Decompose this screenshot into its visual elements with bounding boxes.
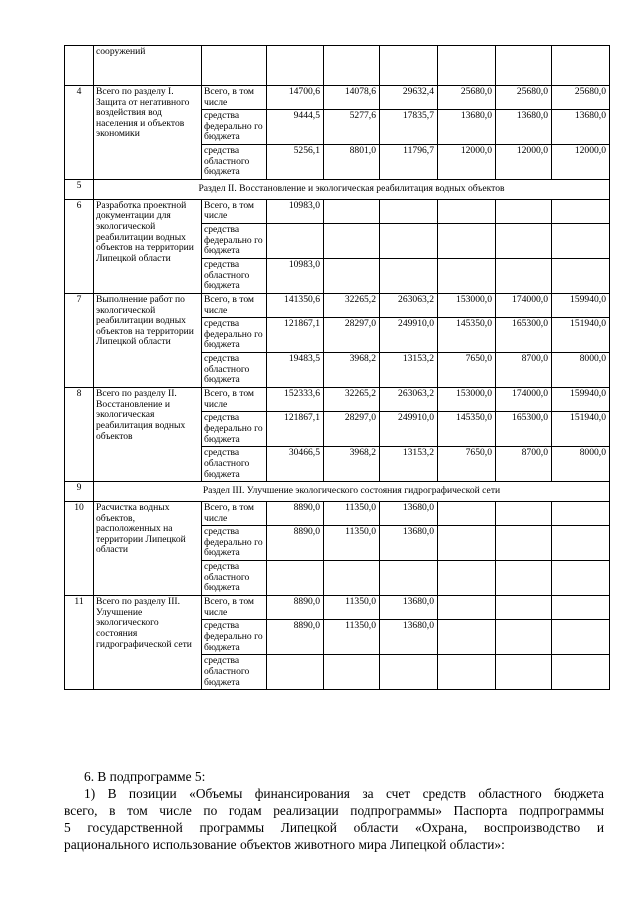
amount-cell	[552, 526, 610, 561]
funding-source: средства областного бюджета	[202, 145, 267, 180]
amount-cell: 13153,2	[380, 447, 438, 482]
amount-cell	[496, 199, 552, 223]
amount-cell	[438, 561, 496, 596]
amount-cell: 14078,6	[324, 86, 380, 110]
amount-cell: 8700,0	[496, 447, 552, 482]
amount-cell: 25680,0	[552, 86, 610, 110]
amount-cell: 8890,0	[267, 501, 324, 525]
row-number: 7	[65, 293, 94, 387]
funding-source: Всего, в том числе	[202, 501, 267, 525]
funding-source: средства областного бюджета	[202, 655, 267, 690]
funding-source: средства федерально го бюджета	[202, 620, 267, 655]
amount-cell: 159940,0	[552, 293, 610, 317]
amount-cell: 28297,0	[324, 318, 380, 353]
amount-cell: 13680,0	[552, 110, 610, 145]
amount-cell	[380, 561, 438, 596]
table-row	[65, 596, 610, 620]
amount-cell	[380, 655, 438, 690]
amount-cell: 145350,0	[438, 412, 496, 447]
amount-cell: 165300,0	[496, 412, 552, 447]
amount-cell	[552, 223, 610, 258]
amount-cell: 263063,2	[380, 388, 438, 412]
amount-cell: 12000,0	[438, 145, 496, 180]
paragraph-line: всего, в том числе по годам реализации подпрограммы» Паспорта подпрограммы	[64, 803, 604, 818]
amount-cell: 153000,0	[438, 293, 496, 317]
amount-cell	[438, 596, 496, 620]
paragraph-line: 1) В позиции «Объемы финансирования за счет средств областного бюджета	[84, 786, 604, 801]
amount-cell: 30466,5	[267, 447, 324, 482]
amount-cell: 141350,6	[267, 293, 324, 317]
amount-cell: 11350,0	[324, 501, 380, 525]
paragraph-line: рационального использование объектов животного мира Липецкой области»:	[64, 837, 505, 852]
funding-source: Всего, в том числе	[202, 86, 267, 110]
amount-cell: 7650,0	[438, 447, 496, 482]
amount-cell	[380, 223, 438, 258]
row-number: 9	[65, 482, 94, 502]
amount-cell	[438, 199, 496, 223]
amount-cell	[496, 620, 552, 655]
table-row	[65, 501, 610, 525]
amount-cell: 11350,0	[324, 526, 380, 561]
amount-cell: 5256,1	[267, 145, 324, 180]
amount-cell	[552, 561, 610, 596]
amount-cell: 7650,0	[438, 353, 496, 388]
amount-cell	[438, 620, 496, 655]
amount-cell	[552, 199, 610, 223]
row-label: Разработка проектной документации для экологической реабилитации водных объектов на территории Липецкой области	[94, 199, 202, 293]
table-row	[65, 86, 610, 110]
funding-source: средства федерально го бюджета	[202, 110, 267, 145]
funding-source: средства областного бюджета	[202, 258, 267, 293]
amount-cell	[496, 526, 552, 561]
amount-cell: 159940,0	[552, 388, 610, 412]
amount-cell: 165300,0	[496, 318, 552, 353]
amount-cell: 263063,2	[380, 293, 438, 317]
amount-cell	[324, 223, 380, 258]
amount-cell	[438, 223, 496, 258]
amount-cell: 5277,6	[324, 110, 380, 145]
table-row	[65, 388, 610, 412]
amount-cell: 249910,0	[380, 412, 438, 447]
amount-cell	[267, 655, 324, 690]
funding-source: средства областного бюджета	[202, 447, 267, 482]
amount-cell: 8890,0	[267, 620, 324, 655]
amount-cell	[438, 258, 496, 293]
amount-cell: 174000,0	[496, 388, 552, 412]
amount-cell: 10983,0	[267, 199, 324, 223]
amount-cell: 12000,0	[496, 145, 552, 180]
amount-cell: 3968,2	[324, 447, 380, 482]
row-label: сооружений	[94, 46, 202, 86]
amount-cell: 13153,2	[380, 353, 438, 388]
funding-source: Всего, в том числе	[202, 596, 267, 620]
funding-source: средства федерально го бюджета	[202, 526, 267, 561]
amount-cell	[267, 561, 324, 596]
amount-cell	[552, 620, 610, 655]
row-label: Выполнение работ по экологической реабилитации водных объектов на территории Липецкой области	[94, 293, 202, 387]
amount-cell: 121867,1	[267, 318, 324, 353]
amount-cell: 8801,0	[324, 145, 380, 180]
amount-cell: 32265,2	[324, 388, 380, 412]
amount-cell	[324, 561, 380, 596]
amount-cell: 121867,1	[267, 412, 324, 447]
amount-cell: 12000,0	[552, 145, 610, 180]
amount-cell: 8700,0	[496, 353, 552, 388]
amount-cell: 8890,0	[267, 596, 324, 620]
table-row	[65, 199, 610, 223]
amount-cell: 151940,0	[552, 318, 610, 353]
row-label: Расчистка водных объектов, расположенных на территории Липецкой области	[94, 501, 202, 595]
row-number: 10	[65, 501, 94, 595]
section-row	[65, 482, 610, 502]
amount-cell: 13680,0	[496, 110, 552, 145]
amount-cell: 151940,0	[552, 412, 610, 447]
section-row	[65, 180, 610, 200]
funding-source: средства областного бюджета	[202, 353, 267, 388]
amount-cell: 8000,0	[552, 447, 610, 482]
amount-cell: 13680,0	[380, 620, 438, 655]
funding-source: средства областного бюджета	[202, 561, 267, 596]
amount-cell	[438, 526, 496, 561]
row-number: 4	[65, 86, 94, 180]
amount-cell	[552, 501, 610, 525]
amount-cell: 9444,5	[267, 110, 324, 145]
funding-source: Всего, в том числе	[202, 388, 267, 412]
amount-cell: 11350,0	[324, 620, 380, 655]
funding-source: средства федерально го бюджета	[202, 223, 267, 258]
amount-cell: 25680,0	[496, 86, 552, 110]
amount-cell	[496, 501, 552, 525]
amount-cell: 28297,0	[324, 412, 380, 447]
amount-cell: 153000,0	[438, 388, 496, 412]
funding-source: Всего, в том числе	[202, 293, 267, 317]
amount-cell: 17835,7	[380, 110, 438, 145]
amount-cell: 14700,6	[267, 86, 324, 110]
amount-cell	[380, 199, 438, 223]
amount-cell	[496, 223, 552, 258]
funding-source: средства федерально го бюджета	[202, 318, 267, 353]
amount-cell	[380, 258, 438, 293]
amount-cell: 13680,0	[380, 596, 438, 620]
table-row	[65, 293, 610, 317]
amount-cell: 8890,0	[267, 526, 324, 561]
amount-cell	[324, 258, 380, 293]
row-label: Всего по разделу II. Восстановление и экологическая реабилитация водных объектов	[94, 388, 202, 482]
row-number: 6	[65, 199, 94, 293]
amount-cell: 25680,0	[438, 86, 496, 110]
table-row	[65, 46, 610, 86]
amount-cell: 174000,0	[496, 293, 552, 317]
section-title: Раздел II. Восстановление и экологическая реабилитация водных объектов	[94, 180, 610, 200]
amount-cell	[324, 199, 380, 223]
paragraph-line: 5 государственной программы Липецкой области «Охрана, воспроизводство и	[64, 820, 604, 835]
section-title: Раздел III. Улучшение экологического состояния гидрографической сети	[94, 482, 610, 502]
row-label: Всего по разделу I. Защита от негативного воздействия вод населения и объектов экономики	[94, 86, 202, 180]
amount-cell: 145350,0	[438, 318, 496, 353]
funding-source: Всего, в том числе	[202, 199, 267, 223]
row-number: 8	[65, 388, 94, 482]
funding-source: средства федерально го бюджета	[202, 412, 267, 447]
amount-cell: 29632,4	[380, 86, 438, 110]
financing-table	[64, 45, 610, 690]
amount-cell	[552, 258, 610, 293]
amount-cell: 10983,0	[267, 258, 324, 293]
amount-cell: 11796,7	[380, 145, 438, 180]
amount-cell: 3968,2	[324, 353, 380, 388]
amount-cell: 8000,0	[552, 353, 610, 388]
amount-cell: 13680,0	[438, 110, 496, 145]
amount-cell	[267, 223, 324, 258]
row-number: 5	[65, 180, 94, 200]
amount-cell: 13680,0	[380, 526, 438, 561]
amount-cell: 152333,6	[267, 388, 324, 412]
amount-cell: 13680,0	[380, 501, 438, 525]
amount-cell	[438, 655, 496, 690]
amount-cell	[496, 258, 552, 293]
amount-cell: 32265,2	[324, 293, 380, 317]
section-heading: 6. В подпрограмме 5:	[84, 769, 206, 784]
amount-cell	[438, 501, 496, 525]
amount-cell: 19483,5	[267, 353, 324, 388]
amount-cell	[496, 596, 552, 620]
row-number: 11	[65, 596, 94, 690]
amount-cell: 249910,0	[380, 318, 438, 353]
row-label: Всего по разделу III. Улучшение экологического состояния гидрографической сети	[94, 596, 202, 690]
amount-cell	[496, 561, 552, 596]
amount-cell	[496, 655, 552, 690]
amount-cell: 11350,0	[324, 596, 380, 620]
amount-cell	[552, 596, 610, 620]
amount-cell	[552, 655, 610, 690]
amount-cell	[324, 655, 380, 690]
